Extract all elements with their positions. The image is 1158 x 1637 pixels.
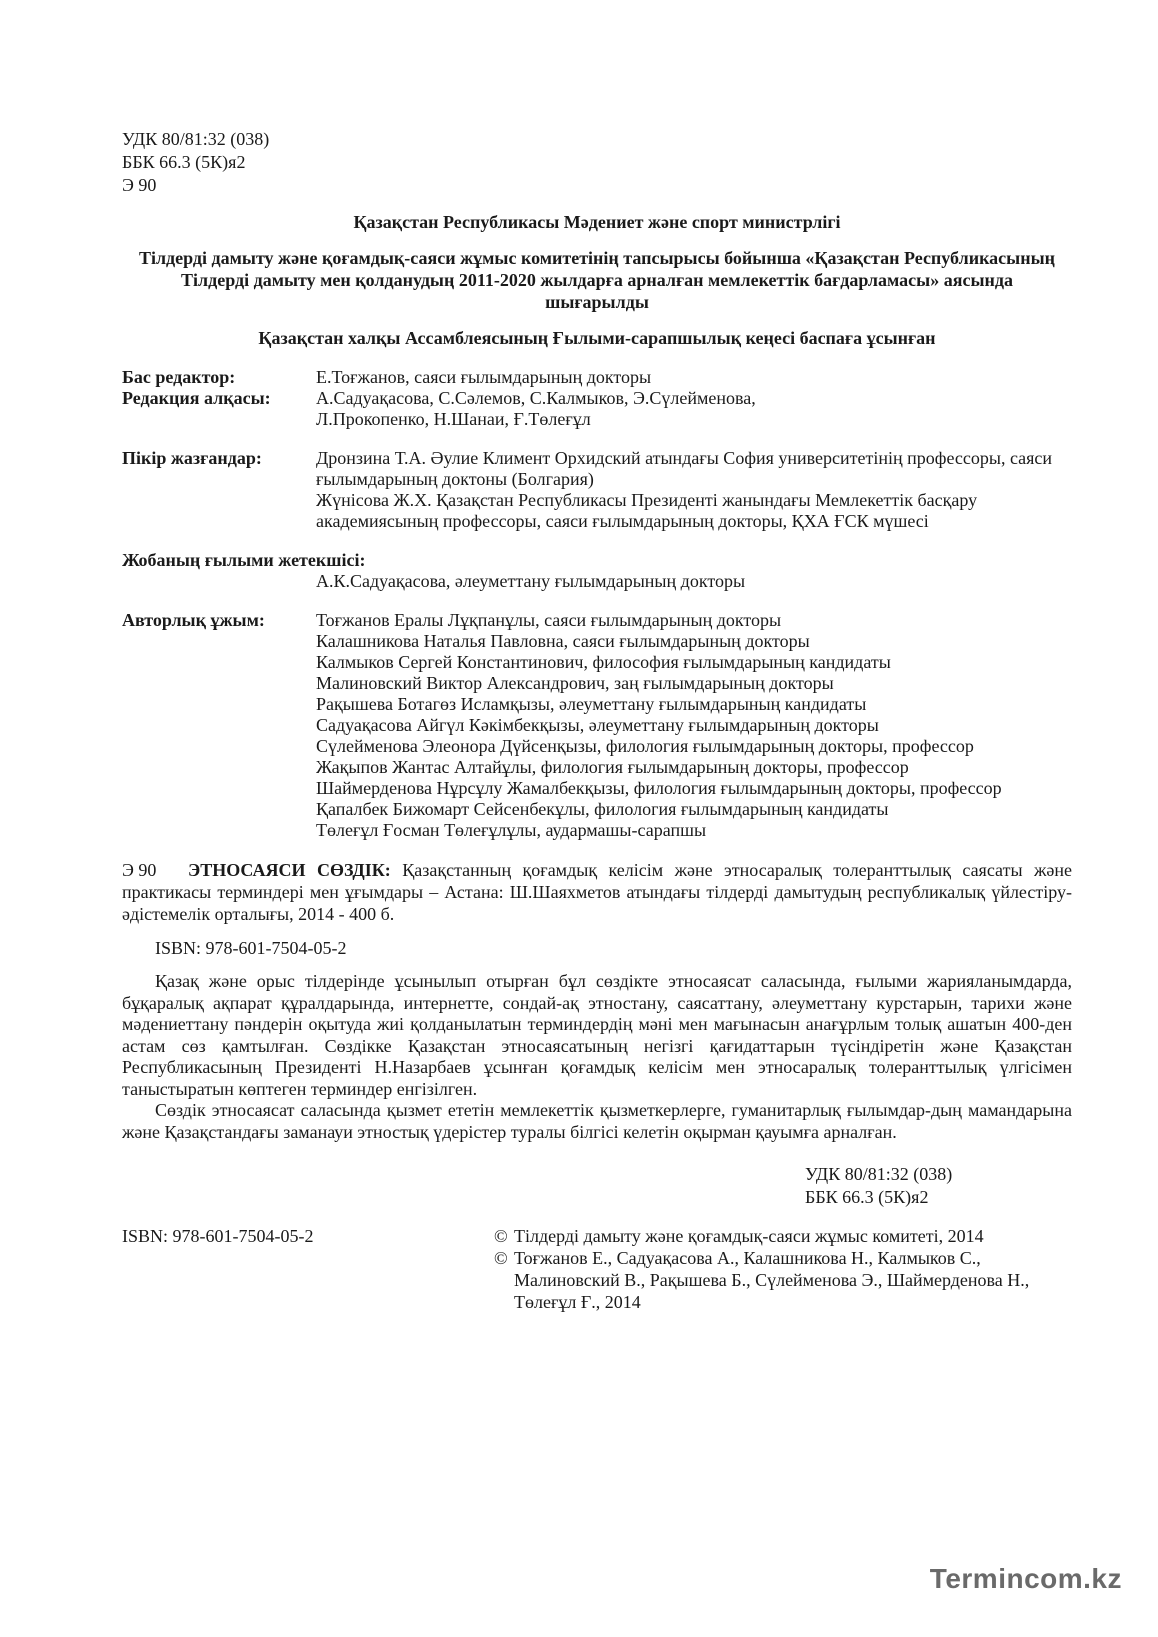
author-item: Калмыков Сергей Константинович, философия ғылымдарының кандидаты	[316, 652, 891, 672]
watermark-logo: Termincom.kz	[929, 1563, 1122, 1594]
supervisor-value: А.К.Садуақасова, әлеуметтану ғылымдарының докторы	[316, 571, 746, 591]
editorial-board-row	[122, 388, 1072, 430]
supervisor-label: Жобаның ғылыми жетекшісі:	[122, 550, 366, 570]
bbk-code: ББК 66.3 (5К)я2	[122, 152, 246, 172]
supervisor-row	[122, 571, 1072, 592]
copyright-line	[494, 1247, 1072, 1313]
author-item: Сүлейменова Элеонора Дүйсенқызы, филология ғылымдарының докторы, профессор	[316, 736, 974, 756]
abstract-paragraph: Сөздік этносаясат саласында қызмет ететін мемлекеттік қызметкерлерге, гуманитарлық ғылымдар-дың мамандарына және Қазақстандағы заманауи этностық үдерістер туралы білгісі келетін оқырман қауымға арналған.	[122, 1100, 1072, 1142]
author-item: Тоғжанов Ералы Лұқпанұлы, саяси ғылымдарының докторы	[316, 610, 782, 630]
classification-codes-top	[122, 128, 1072, 197]
copyright-text: Тілдерді дамыту және қоғамдық-саяси жұмыс комитеті, 2014	[514, 1226, 984, 1246]
chief-editor-row	[122, 367, 1072, 388]
ministry-heading: Қазақстан Республикасы Мәдениет және спорт министрлігі	[353, 212, 841, 232]
reviewer: Дронзина Т.А. Әулие Климент Орхидский атындағы София университетінің профессоры, саяси ғылымдарының доктоны (Болгария)	[316, 448, 1053, 489]
bibliographic-description	[122, 859, 1072, 925]
author-item: Рақышева Ботагөз Исламқызы, әлеуметтану ғылымдарының кандидаты	[316, 694, 867, 714]
authors-row	[122, 610, 1072, 841]
author-item: Қапалбек Бижомарт Сейсенбекұлы, филология ғылымдарының кандидаты	[316, 799, 889, 819]
document-page	[122, 128, 1072, 1313]
biblio-code: Э 90	[122, 860, 157, 880]
editorial-board-label: Редакция алқасы:	[122, 388, 271, 408]
udk-code: УДК 80/81:32 (038)	[805, 1164, 953, 1184]
author-item: Садуақасова Айгүл Кәкімбекқызы, әлеуметтану ғылымдарының докторы	[316, 715, 879, 735]
chief-editor-label: Бас редактор:	[122, 367, 236, 387]
abstract	[122, 971, 1072, 1143]
bbk-code: ББК 66.3 (5К)я2	[805, 1187, 929, 1207]
editorial-board-value	[316, 388, 1072, 430]
author-item: Калашникова Наталья Павловна, саяси ғылымдарының докторы	[316, 631, 810, 651]
reviewers-value	[316, 448, 1072, 532]
author-item: Шаймерденова Нұрсұлу Жамалбекқызы, филология ғылымдарының докторы, профессор	[316, 778, 1002, 798]
copyright-notices	[494, 1225, 1072, 1313]
program-statement: Тілдерді дамыту және қоғамдық-саяси жұмыс комитетінің тапсырысы бойынша «Қазақстан Республикасының Тілдерді дамыту мен қолданудың 2011-2020 жылдарға арналған мемлекеттік бағдарламасы» аясында шығарылды	[138, 248, 1056, 312]
author-mark: Э 90	[122, 175, 157, 195]
assembly-recommendation: Қазақстан халқы Ассамблеясының Ғылыми-сарапшылық кеңесі баспаға ұсынған	[258, 328, 936, 348]
copyright-text: Тоғжанов Е., Садуақасова А., Калашникова Н., Калмыков С., Малиновский В., Рақышева Б., Сүлейменова Э., Шаймерденова Н., Төлеғұл Ғ., 2014	[514, 1248, 1030, 1312]
biblio-title: ЭТНОСАЯСИ СӨЗДІК:	[188, 860, 391, 880]
credits-block	[122, 367, 1072, 841]
isbn-line: ISBN: 978-601-7504-05-2	[155, 938, 347, 958]
board-line: Л.Прокопенко, Н.Шанаи, Ғ.Төлеғұл	[316, 409, 591, 429]
author-item: Малиновский Виктор Александрович, заң ғылымдарының докторы	[316, 673, 834, 693]
copyright-icon: ©	[494, 1248, 508, 1268]
board-line: А.Садуақасова, С.Сәлемов, С.Калмыков, Э.Сүлейменова,	[316, 388, 756, 408]
udk-code: УДК 80/81:32 (038)	[122, 129, 270, 149]
copyright-line	[494, 1225, 1072, 1247]
author-item: Төлеғұл Ғосман Төлеғұлұлы, аудармашы-сарапшы	[316, 820, 707, 840]
authors-label: Авторлық ұжым:	[122, 610, 265, 630]
isbn-bottom: ISBN: 978-601-7504-05-2	[122, 1226, 314, 1246]
copyright-icon: ©	[494, 1226, 508, 1246]
biblio-text: Қазақстанның қоғамдық келісім және этносаралық толеранттылық саясаты және практикасы терминдері мен ұғымдары – Астана: Ш.Шаяхметов атындағы тілдерді дамытудың республикалық үйлестіру-әдістемелік орталығы, 2014 - 400 б.	[122, 860, 1073, 924]
author-item: Жақыпов Жантас Алтайұлы, филология ғылымдарының докторы, профессор	[316, 757, 909, 777]
reviewer: Жүнісова Ж.Х. Қазақстан Республикасы Президенті жанындағы Мемлекеттік басқару академиясының профессоры, саяси ғылымдарының докторы, ҚХА ҒСК мүшесі	[316, 490, 978, 531]
authors-list	[316, 610, 1072, 841]
abstract-paragraph: Қазақ және орыс тілдерінде ұсынылып отырған бұл сөздікте этносаясат саласында, ғылыми жарияланымдарда, бұқаралық ақпарат құралдарында, интернетте, сондай-ақ этностану, саясаттану, әлеуметтану курстарын, тарихи және мәдениеттану пәндерін оқытуда жиі қолданылатын терминдердің мәні мен мағынасын анағұрлым толық ашатын 400-ден астам сөз қамтылған. Сөздікке Қазақстан этносаясатының негізгі қағидаттарын түсіндіретін және Қазақстан Республикасының Президенті Н.Назарбаев ұсынған қоғамдық келісім мен этносаралық толеранттылық үлгісімен таныстыратын көптеген терминдер енгізілген.	[122, 971, 1072, 1099]
reviewers-row	[122, 448, 1072, 532]
classification-codes-bottom	[805, 1163, 1072, 1209]
chief-editor-value: Е.Тоғжанов, саяси ғылымдарының докторы	[316, 367, 652, 387]
reviewers-label: Пікір жазғандар:	[122, 448, 262, 468]
copyright-block	[122, 1225, 1072, 1313]
